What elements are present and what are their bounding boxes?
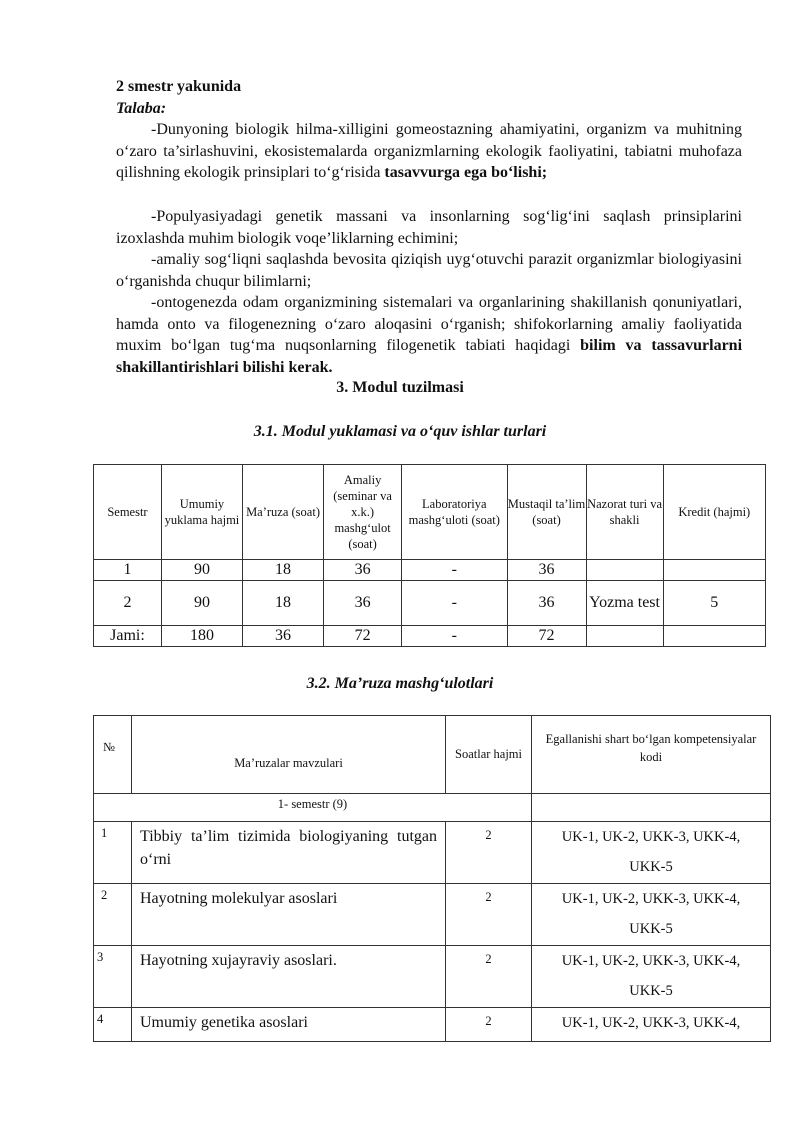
table1-cell-maruza: 18 — [242, 560, 323, 581]
table1-header-lab: Laboratoriya mashg‘uloti (soat) — [402, 465, 507, 560]
table1-header-maruza: Ma’ruza (soat) — [242, 465, 323, 560]
table2-comp-line1: UK-1, UK-2, UKK-3, UKK-4, — [561, 953, 741, 969]
table2-cell-hours: 2 — [446, 884, 532, 946]
table2-cell-comp — [532, 822, 771, 884]
table2-cell-hours: 2 — [446, 1008, 532, 1042]
section-3-1-title: 3.1. Modul yuklamasi va o‘quv ishlar turlari — [253, 423, 547, 440]
table1-header-row — [94, 465, 766, 560]
table2-cell-topic: Umumiy genetika asoslari — [132, 1008, 446, 1042]
table1-cell-amaliy: 36 — [324, 581, 402, 626]
table1-cell-nazorat — [586, 560, 663, 581]
table2-cell-topic: Tibbiy ta’lim tizimida biologiyaning tutgan o‘rni — [132, 822, 446, 884]
table2-semester-row — [94, 794, 771, 822]
table1-header-umumiy: Umumiy yuklama hajmi — [161, 465, 242, 560]
paragraph-1-bold: tasavvurga ega bo‘lishi; — [384, 164, 548, 182]
table2-cell-num: 3 — [94, 946, 132, 1008]
table2-header-comp: Egallanishi shart bo‘lgan kompetensiyalar kodi — [532, 716, 771, 794]
table2-comp-line1: UK-1, UK-2, UKK-3, UKK-4, — [561, 829, 741, 845]
table1-cell-lab: - — [402, 560, 507, 581]
table1-header-semestr: Semestr — [94, 465, 162, 560]
table2-cell-num: 4 — [94, 1008, 132, 1042]
table1-cell-amaliy: 72 — [324, 626, 402, 647]
table2-comp-line2: UKK-5 — [629, 921, 673, 937]
table1-header-mustaqil: Mustaqil ta’lim (soat) — [507, 465, 586, 560]
table1-cell-kredit — [663, 560, 765, 581]
table1-cell-umumiy: 90 — [161, 581, 242, 626]
table2-cell-comp — [532, 946, 771, 1008]
table2-cell-hours: 2 — [446, 946, 532, 1008]
student-heading: Talaba: — [116, 99, 167, 117]
paragraph-4-text: -ontogenezda odam organizmining sistemalari va organlarining shakillanish qonuniyatlari, hamda onto va filogenezning o‘zaro aloqasini o‘rganish; shifokorlarning amaliy faoliyatida muxim bo‘lgan tug‘ma nuqsonlarning filogenetik tabiati haqidagi — [116, 294, 742, 355]
table1-cell-semestr: 1 — [94, 560, 162, 581]
table1-cell-kredit — [663, 626, 765, 647]
table1-cell-umumiy: 90 — [161, 560, 242, 581]
table2-cell-topic: Hayotning xujayraviy asoslari. — [132, 946, 446, 1008]
table-row — [94, 626, 766, 647]
table-row — [94, 946, 771, 1008]
table1-cell-lab: - — [402, 626, 507, 647]
table1-cell-mustaqil: 72 — [507, 626, 586, 647]
table1-cell-nazorat — [586, 626, 663, 647]
table1-cell-semestr: 2 — [94, 581, 162, 626]
lectures-table — [93, 715, 771, 1042]
table1-cell-kredit: 5 — [663, 581, 765, 626]
paragraph-4-bold: bilim va tassavurlarni shakillantirishlari bilishi kerak. — [116, 337, 743, 376]
table2-cell-topic: Hayotning molekulyar asoslari — [132, 884, 446, 946]
table2-comp-line1: UK-1, UK-2, UKK-3, UKK-4, — [561, 1015, 741, 1031]
table1-cell-mustaqil: 36 — [507, 581, 586, 626]
table2-comp-line2: UKK-5 — [629, 859, 673, 875]
table2-comp-line2: UKK-5 — [629, 983, 673, 999]
table1-cell-nazorat: Yozma test — [586, 581, 663, 626]
table1-header-nazorat: Nazorat turi va shakli — [586, 465, 663, 560]
table1-cell-amaliy: 36 — [324, 560, 402, 581]
table-row — [94, 884, 771, 946]
table-row — [94, 560, 766, 581]
table2-header-num: № — [94, 716, 132, 794]
table1-header-amaliy: Amaliy (seminar va x.k.) mashg‘ulot (soat) — [324, 465, 402, 560]
paragraph-1-text: -Dunyoning biologik hilma-xilligini gomeostazning ahamiyatini, organizm va muhitning o‘zaro ta’sirlashuvini, ekosistemalarda organizmlarning ekologik faoliyatini, tabiatni muhofaza qilishning ekologik prinsiplari to‘g‘risida — [116, 121, 742, 182]
paragraph-1 — [116, 119, 742, 184]
table2-semester-empty — [532, 794, 771, 822]
table1-cell-umumiy: 180 — [161, 626, 242, 647]
table1-header-kredit: Kredit (hajmi) — [663, 465, 765, 560]
paragraph-3: -amaliy sog‘liqni saqlashda bevosita qiziqish uyg‘otuvchi parazit organizmlar biologiyasini o‘rganishda chuqur bilimlarni; — [116, 251, 742, 290]
table2-comp-line1: UK-1, UK-2, UKK-3, UKK-4, — [561, 891, 741, 907]
table2-header-hours: Soatlar hajmi — [446, 716, 532, 794]
table2-header-row — [94, 716, 771, 794]
module-load-table — [93, 464, 766, 647]
table2-cell-num: 2 — [94, 884, 132, 946]
semester-end-heading: 2 smestr yakunida — [116, 78, 242, 95]
table2-header-topic: Ma’ruzalar mavzulari — [132, 716, 446, 794]
table-row — [94, 1008, 771, 1042]
table-row — [94, 581, 766, 626]
table2-cell-num: 1 — [94, 822, 132, 884]
table1-cell-maruza: 36 — [242, 626, 323, 647]
paragraph-2: -Populyasiyadagi genetik massani va insonlarning sog‘lig‘ini saqlash prinsiplarini izoxlashda muhim biologik voqe’liklarning echimini; — [116, 208, 742, 247]
table2-cell-comp — [532, 884, 771, 946]
table2-cell-hours: 2 — [446, 822, 532, 884]
section-3-2-title: 3.2. Ma’ruza mashg‘ulotlari — [306, 675, 494, 692]
paragraph-4 — [116, 292, 742, 378]
intro-heading — [116, 76, 742, 119]
table1-cell-maruza: 18 — [242, 581, 323, 626]
table1-cell-mustaqil: 36 — [507, 560, 586, 581]
table-row — [94, 822, 771, 884]
section-3-title: 3. Modul tuzilmasi — [336, 379, 464, 396]
table2-cell-comp — [532, 1008, 771, 1042]
table1-cell-lab: - — [402, 581, 507, 626]
table2-semester-label: 1- semestr (9) — [94, 794, 532, 822]
table1-cell-semestr: Jami: — [94, 626, 162, 647]
